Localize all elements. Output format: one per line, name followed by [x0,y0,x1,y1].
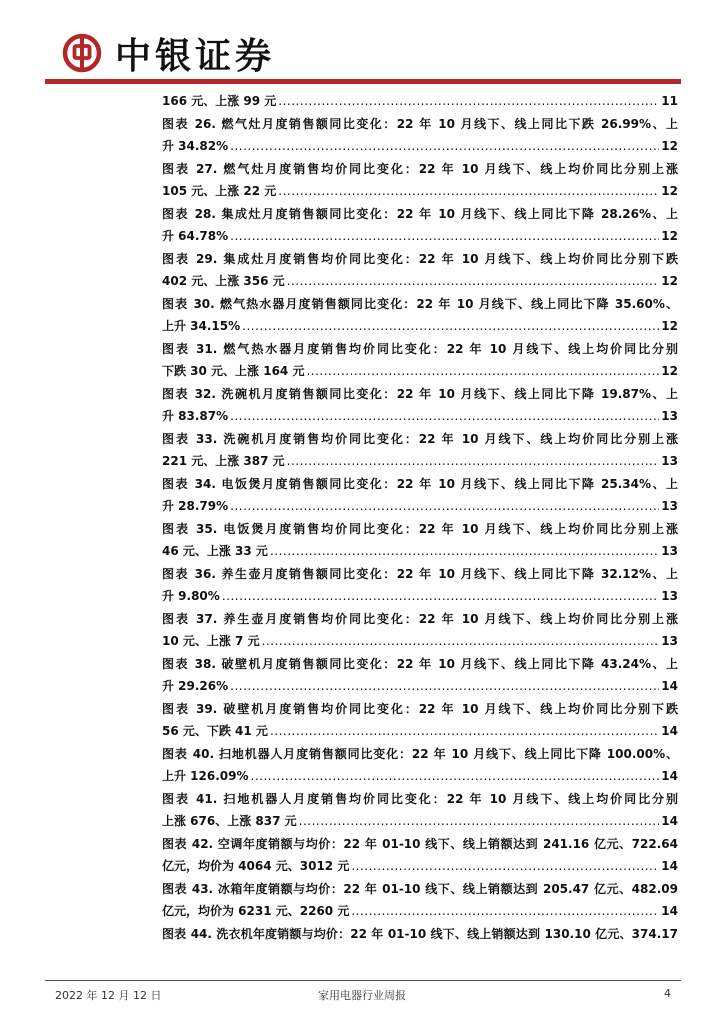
toc-page-number: 13 [661,409,678,423]
toc-entry-title-line: 图表 44. 洗衣机年度销额与均价：22 年 01-10 线下、线上销额达到 130.10 亿元、374.17 [162,926,678,941]
toc-page-number: 12 [661,274,678,288]
toc-entry-title-line: 图表 26. 燃气灶月度销售额同比变化：22 年 10 月线下、线上同比下跌 26.99%、上 [162,116,678,131]
toc-entry-title-line: 图表 29. 集成灶月度销售均价同比变化：22 年 10 月线下、线上均价同比分别下跌 [162,251,678,266]
toc-leader-dots [262,630,660,653]
toc-leader-dots [230,495,659,518]
toc-leader-dots [278,90,659,113]
toc-page-number: 12 [661,184,678,198]
toc-leader-dots [222,585,659,608]
toc-page-number: 11 [661,94,678,108]
toc-entry-continuation: 升 29.26% [162,679,229,693]
toc-entry[interactable] [162,518,678,563]
toc-entry-continuation: 亿元，均价为 6231 元、2260 元 [162,904,350,918]
toc-entry-continuation: 221 元、上涨 387 元 [162,454,285,468]
toc-page-number: 13 [661,634,678,648]
toc-entry-continuation: 升 34.82% [162,139,229,153]
toc-entry-continuation: 升 64.78% [162,229,229,243]
toc-entry-continuation: 56 元、下跌 41 元 [162,724,268,738]
toc-entry[interactable] [162,833,678,878]
toc-leader-dots [287,270,660,293]
toc-leader-dots [270,540,659,563]
toc-entry[interactable] [162,788,678,833]
toc-page-number: 14 [661,724,678,738]
toc-entry[interactable] [162,383,678,428]
toc-entry[interactable] [162,203,678,248]
toc-leader-dots [299,810,660,833]
page-number: 4 [664,987,671,1000]
toc-entry[interactable] [162,338,678,383]
report-title: 家用电器行业周报 [318,989,406,1002]
toc-entry[interactable] [162,473,678,518]
table-of-contents [162,90,678,945]
toc-entry-title-line: 图表 36. 养生壶月度销售额同比变化：22 年 10 月线下、线上同比下降 32.12%、上 [162,566,678,581]
toc-entry-title-line: 图表 37. 养生壶月度销售均价同比变化：22 年 10 月线下、线上均价同比分别上涨 [162,611,678,626]
toc-entry[interactable] [162,428,678,473]
toc-entry[interactable] [162,743,678,788]
toc-leader-dots [278,180,659,203]
toc-entry-continuation: 46 元、上涨 33 元 [162,544,268,558]
page-footer [0,975,724,1024]
toc-page-number: 12 [661,364,678,378]
toc-entry-title-line: 图表 41. 扫地机器人月度销售均价同比变化：22 年 10 月线下、线上均价同比分别 [162,791,678,806]
toc-entry-continuation: 亿元，均价为 4064 元、3012 元 [162,859,350,873]
toc-entry-title-line: 图表 40. 扫地机器人月度销售额同比变化：22 年 10 月线下、线上同比下降 100.00%、 [162,746,678,761]
brand-name: 中银证券 [115,35,276,77]
toc-entry[interactable] [162,878,678,923]
toc-page-number: 12 [661,139,678,153]
toc-leader-dots [230,405,659,428]
toc-page-number: 14 [661,679,678,693]
toc-page-number: 14 [661,859,678,873]
toc-entry-text: 166 元、上涨 99 元 [162,94,277,108]
footer-divider [45,980,681,981]
toc-entry[interactable] [162,90,678,113]
toc-leader-dots [351,855,659,878]
toc-page-number: 14 [661,904,678,918]
toc-entry[interactable] [162,698,678,743]
bank-of-china-logo-icon [62,33,102,73]
toc-entry-title-line: 图表 28. 集成灶月度销售额同比变化：22 年 10 月线下、线上同比下降 28.26%、上 [162,206,678,221]
toc-leader-dots [287,450,660,473]
toc-entry-title-line: 图表 39. 破壁机月度销售均价同比变化：22 年 10 月线下、线上均价同比分别下跌 [162,701,678,716]
toc-leader-dots [251,765,660,788]
toc-entry[interactable] [162,653,678,698]
toc-entry-title-line: 图表 43. 冰箱年度销额与均价：22 年 01-10 线下、线上销额达到 205.47 亿元、482.09 [162,881,678,896]
toc-entry-title-line: 图表 35. 电饭煲月度销售均价同比变化：22 年 10 月线下、线上均价同比分别上涨 [162,521,678,536]
toc-leader-dots [306,360,659,383]
toc-page-number: 12 [661,319,678,333]
report-date: 2022 年 12 月 12 日 [55,989,162,1002]
toc-entry-continuation: 升 83.87% [162,409,229,423]
toc-leader-dots [230,225,659,248]
toc-entry[interactable] [162,608,678,653]
toc-page-number: 13 [661,454,678,468]
toc-entry-title-line: 图表 27. 燃气灶月度销售均价同比变化：22 年 10 月线下、线上均价同比分别上涨 [162,161,678,176]
toc-entry-continuation: 升 28.79% [162,499,229,513]
toc-entry-continuation: 402 元、上涨 356 元 [162,274,285,288]
toc-leader-dots [351,900,659,923]
toc-entry-continuation: 10 元、上涨 7 元 [162,634,260,648]
toc-page-number: 14 [661,769,678,783]
toc-entry[interactable] [162,563,678,608]
toc-page-number: 12 [661,229,678,243]
toc-page-number: 13 [661,544,678,558]
toc-entry[interactable] [162,293,678,338]
toc-entry[interactable] [162,923,678,946]
page-header [0,0,724,92]
header-divider [45,79,681,84]
toc-leader-dots [230,135,659,158]
toc-leader-dots [270,720,659,743]
toc-entry-continuation: 上涨 676、上涨 837 元 [162,814,297,828]
toc-entry-title-line: 图表 38. 破壁机月度销售额同比变化：22 年 10 月线下、线上同比下降 43.24%、上 [162,656,678,671]
toc-entry[interactable] [162,248,678,293]
toc-page-number: 13 [661,499,678,513]
toc-entry-title-line: 图表 33. 洗碗机月度销售均价同比变化：22 年 10 月线下、线上均价同比分别上涨 [162,431,678,446]
toc-entry-continuation: 升 9.80% [162,589,220,603]
toc-entry-title-line: 图表 34. 电饭煲月度销售额同比变化：22 年 10 月线下、线上同比下降 25.34%、上 [162,476,678,491]
toc-leader-dots [242,315,659,338]
toc-entry-title-line: 图表 31. 燃气热水器月度销售均价同比变化：22 年 10 月线下、线上均价同比分别 [162,341,678,356]
toc-entry-title-line: 图表 30. 燃气热水器月度销售额同比变化：22 年 10 月线下、线上同比下降 35.60%、 [162,296,678,311]
toc-entry-continuation: 上升 34.15% [162,319,241,333]
toc-entry-continuation: 105 元、上涨 22 元 [162,184,277,198]
toc-page-number: 13 [661,589,678,603]
toc-entry-continuation: 上升 126.09% [162,769,249,783]
toc-leader-dots [230,675,659,698]
toc-entry[interactable] [162,158,678,203]
toc-entry[interactable] [162,113,678,158]
toc-page-number: 14 [661,814,678,828]
toc-entry-title-line: 图表 32. 洗碗机月度销售额同比变化：22 年 10 月线下、线上同比下降 19.87%、上 [162,386,678,401]
toc-entry-title-line: 图表 42. 空调年度销额与均价：22 年 01-10 线下、线上销额达到 241.16 亿元、722.64 [162,836,678,851]
toc-entry-continuation: 下跌 30 元、上涨 164 元 [162,364,305,378]
